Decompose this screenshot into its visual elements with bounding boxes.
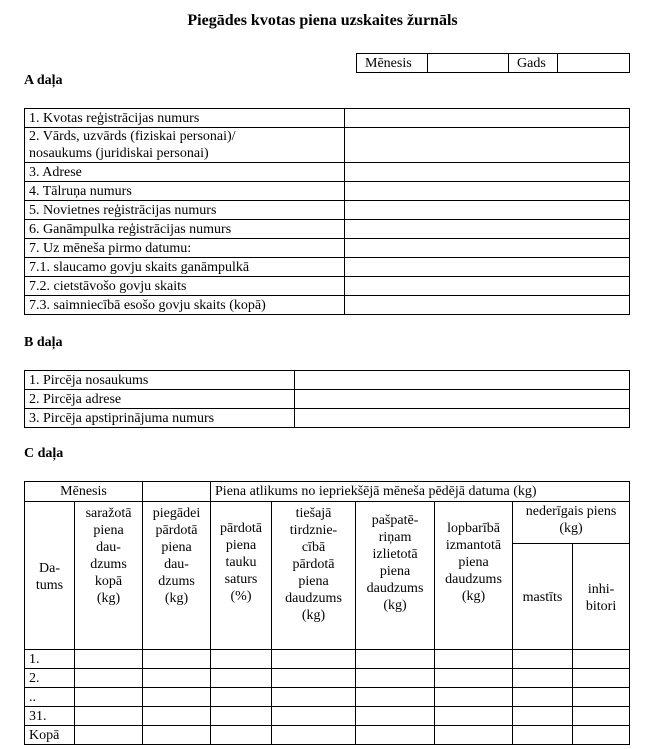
col-unusable-text: nederīgais piens (kg) — [525, 504, 617, 536]
part-b-heading: B daļa — [24, 335, 63, 350]
table-row — [25, 688, 630, 707]
table-cell[interactable] — [272, 726, 356, 745]
table-cell[interactable] — [573, 669, 630, 688]
table-cell[interactable] — [75, 726, 143, 745]
part-a-label: 2. Vārds, uzvārds (fiziskai personai)/ nosaukums (juridiskai personai) — [25, 128, 345, 163]
part-a-label: 6. Ganāmpulka reģistrācijas numurs — [25, 220, 345, 239]
table-cell[interactable] — [143, 669, 211, 688]
table-cell[interactable] — [435, 650, 513, 669]
table-cell[interactable] — [513, 688, 573, 707]
part-b-value-field[interactable] — [295, 371, 630, 390]
part-a-value-field[interactable] — [345, 128, 630, 163]
table-cell[interactable] — [211, 650, 272, 669]
col-date-text: Da- tums — [35, 561, 64, 593]
row-date-label: 31. — [25, 707, 75, 726]
part-a-row — [25, 239, 630, 258]
part-b-row — [25, 409, 630, 428]
table-cell[interactable] — [211, 707, 272, 726]
table-cell[interactable] — [143, 688, 211, 707]
table-cell[interactable] — [435, 669, 513, 688]
part-c-table — [24, 481, 630, 745]
part-a-value-field[interactable] — [345, 277, 630, 296]
col-feed — [435, 502, 513, 650]
table-cell[interactable] — [143, 650, 211, 669]
table-cell[interactable] — [356, 688, 435, 707]
c-month-field[interactable] — [143, 482, 211, 502]
part-b-row — [25, 390, 630, 409]
col-fat-text: pārdotā piena tauku saturs (%) — [220, 521, 262, 604]
c-balance-label: Piena atlikums no iepriekšējā mēneša pēdējā datuma (kg) — [211, 482, 630, 502]
part-a-value-field[interactable] — [345, 239, 630, 258]
table-cell[interactable] — [356, 650, 435, 669]
col-own-use — [356, 502, 435, 650]
page-title: Piegādes kvotas piena uzskaites žurnāls — [187, 12, 458, 29]
table-cell[interactable] — [356, 726, 435, 745]
table-cell[interactable] — [573, 688, 630, 707]
part-a-label: 4. Tālruņa numurs — [25, 182, 345, 201]
col-collected-text: saražotā piena dau- dzums kopā (kg) — [85, 506, 132, 606]
part-b-row — [25, 371, 630, 390]
table-cell[interactable] — [513, 650, 573, 669]
table-cell[interactable] — [143, 707, 211, 726]
part-c-heading: C daļa — [24, 446, 64, 461]
table-cell[interactable] — [75, 688, 143, 707]
col-direct-sales — [272, 502, 356, 650]
part-a-row — [25, 296, 630, 315]
part-a-row — [25, 182, 630, 201]
part-b-label: 1. Pircēja nosaukums — [25, 371, 295, 390]
table-cell[interactable] — [272, 707, 356, 726]
part-b-table — [24, 370, 630, 428]
row-date-label: 2. — [25, 669, 75, 688]
col-delivered-text: piegādei pārdotā piena dau- dzums (kg) — [152, 506, 201, 606]
month-field[interactable] — [428, 54, 509, 73]
table-cell[interactable] — [513, 669, 573, 688]
part-a-label: 5. Novietnes reģistrācijas numurs — [25, 201, 345, 220]
month-label: Mēnesis — [357, 54, 428, 73]
row-date-label: Kopā — [25, 726, 75, 745]
part-a-table — [24, 108, 630, 315]
table-cell[interactable] — [272, 650, 356, 669]
col-mastitis: mastīts — [513, 543, 573, 649]
table-cell[interactable] — [513, 707, 573, 726]
table-cell[interactable] — [573, 726, 630, 745]
part-a-row — [25, 201, 630, 220]
table-cell[interactable] — [211, 688, 272, 707]
part-a-label: 7.1. slaucamo govju skaits ganāmpulkā — [25, 258, 345, 277]
table-cell[interactable] — [75, 650, 143, 669]
table-cell[interactable] — [573, 650, 630, 669]
table-cell[interactable] — [75, 707, 143, 726]
part-a-row — [25, 163, 630, 182]
table-row — [25, 669, 630, 688]
part-a-label: 3. Adrese — [25, 163, 345, 182]
part-a-value-field[interactable] — [345, 220, 630, 239]
col-date — [25, 502, 75, 650]
part-b-label: 3. Pircēja apstiprinājuma numurs — [25, 409, 295, 428]
part-a-row — [25, 109, 630, 128]
part-a-value-field[interactable] — [345, 201, 630, 220]
table-cell[interactable] — [513, 726, 573, 745]
table-row — [25, 650, 630, 669]
table-cell[interactable] — [573, 707, 630, 726]
year-label: Gads — [509, 54, 558, 73]
part-a-row — [25, 277, 630, 296]
col-unusable — [513, 502, 630, 544]
row-date-label: 1. — [25, 650, 75, 669]
part-b-value-field[interactable] — [295, 390, 630, 409]
part-a-value-field[interactable] — [345, 109, 630, 128]
part-a-row — [25, 128, 630, 163]
part-a-row — [25, 220, 630, 239]
part-a-row — [25, 258, 630, 277]
table-cell[interactable] — [356, 707, 435, 726]
part-a-value-field[interactable] — [345, 296, 630, 315]
table-cell[interactable] — [435, 688, 513, 707]
table-row — [25, 726, 630, 745]
col-delivered — [143, 502, 211, 650]
col-fat — [211, 502, 272, 650]
part-b-label: 2. Pircēja adrese — [25, 390, 295, 409]
table-cell[interactable] — [435, 726, 513, 745]
table-cell[interactable] — [211, 726, 272, 745]
part-a-label: 1. Kvotas reģistrācijas numurs — [25, 109, 345, 128]
part-b-value-field[interactable] — [295, 409, 630, 428]
table-cell[interactable] — [75, 669, 143, 688]
c-month-label: Mēnesis — [25, 482, 143, 502]
part-a-label: 7. Uz mēneša pirmo datumu: — [25, 239, 345, 258]
part-a-label: 7.3. saimniecībā esošo govju skaits (kopā) — [25, 296, 345, 315]
part-a-value-field[interactable] — [345, 182, 630, 201]
col-direct-sales-text: tiešajā tirdznie- cībā pārdotā piena daudzums (kg) — [285, 506, 342, 623]
table-cell[interactable] — [272, 688, 356, 707]
table-cell[interactable] — [356, 669, 435, 688]
table-row — [25, 707, 630, 726]
table-cell[interactable] — [435, 707, 513, 726]
col-inhibitors — [573, 543, 630, 649]
col-own-use-text: pašpatē- riņam izlietotā piena daudzums (kg) — [366, 513, 424, 613]
year-field[interactable] — [558, 54, 630, 73]
part-a-heading: A daļa — [24, 73, 63, 88]
col-inhibitors-text: inhi- bitori — [585, 581, 617, 614]
table-cell[interactable] — [211, 669, 272, 688]
row-date-label: .. — [25, 688, 75, 707]
table-cell[interactable] — [272, 669, 356, 688]
part-a-label: 7.2. cietstāvošo govju skaits — [25, 277, 345, 296]
col-feed-text: lopbarībā izmantotā piena daudzums (kg) — [445, 521, 502, 604]
col-collected — [75, 502, 143, 650]
period-table — [356, 53, 630, 73]
part-a-value-field[interactable] — [345, 163, 630, 182]
table-cell[interactable] — [143, 726, 211, 745]
part-a-value-field[interactable] — [345, 258, 630, 277]
